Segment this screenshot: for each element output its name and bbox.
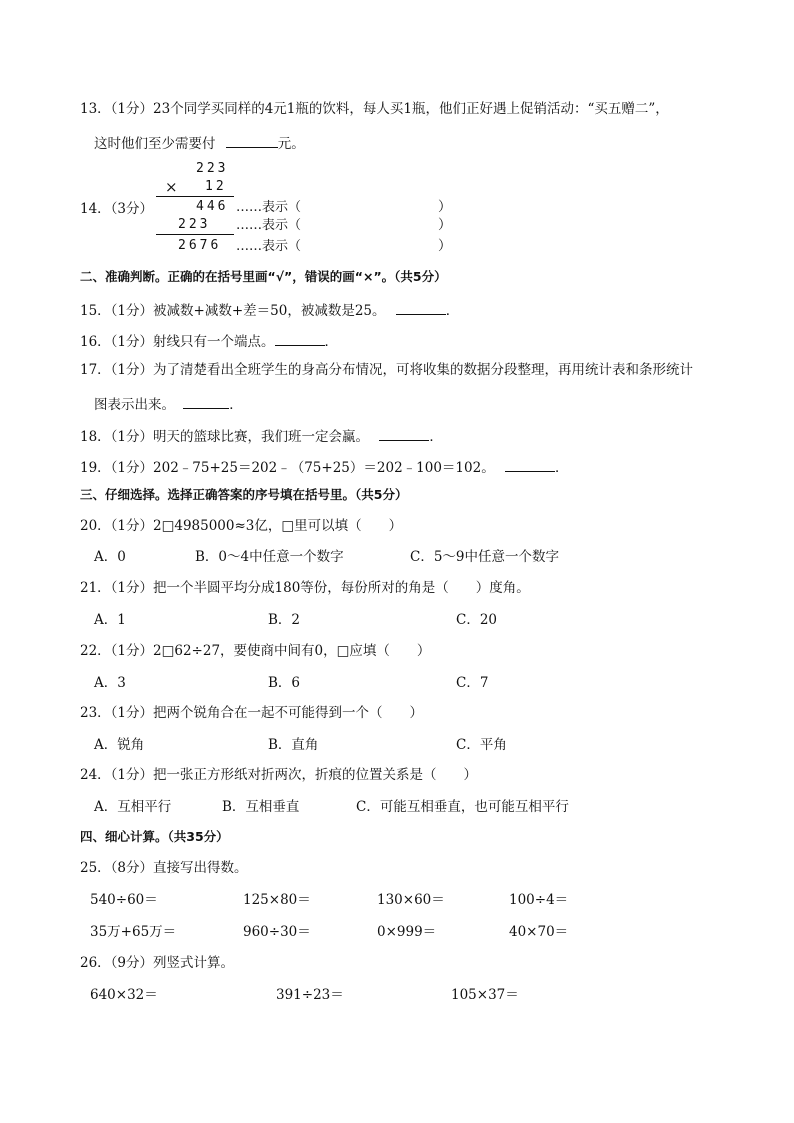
q20-stem: 20．（1分）2□4985000≈3亿，□里可以填（ ） [80,518,403,534]
q14-bracket-2[interactable]: ） [438,217,452,233]
q22-option-a[interactable]: A．3 [94,675,126,691]
q21-option-a[interactable]: A．1 [94,612,126,628]
q20-option-a[interactable]: A．0 [94,549,126,565]
q21-option-b[interactable]: B．2 [268,612,301,628]
q15: 15．（1分）被减数+减数+差＝50，被减数是25。 ． [80,303,460,319]
q17-line2: 图表示出来。 ． [94,397,243,413]
q25-item: 130×60＝ [377,892,445,908]
q23-option-b[interactable]: B．直角 [268,737,319,753]
q14-bracket-3[interactable]: ） [438,238,452,254]
q14-partial-1: 446 [196,199,229,214]
q14-note-3: ……表示（ [236,239,302,254]
q23-option-c[interactable]: C．平角 [456,737,507,753]
q22-option-c[interactable]: C．7 [456,675,489,691]
q14-multiplicand: 223 [196,161,229,176]
q14-number: 14．（3分） [80,201,154,217]
q14-multiplier: 12 [205,179,227,194]
q25-item: 40×70＝ [509,924,569,940]
q25-item: 960÷30＝ [243,924,311,940]
q26-item: 640×32＝ [90,987,158,1003]
times-sign: × [165,178,178,196]
q23-stem: 23．（1分）把两个锐角合在一起不可能得到一个（ ） [80,705,424,721]
q18: 18．（1分）明天的篮球比赛，我们班一定会赢。 ． [80,429,443,445]
q21-option-c[interactable]: C．20 [456,612,498,628]
q24-stem: 24．（1分）把一张正方形纸对折两次，折痕的位置关系是（ ） [80,767,478,783]
q18-answer-blank[interactable] [379,428,429,441]
q25-item: 125×80＝ [243,892,311,908]
q25-stem: 25．（8分）直接写出得数。 [80,860,248,876]
q26-stem: 26．（9分）列竖式计算。 [80,955,235,971]
q14-partial-2: 223 [178,217,211,232]
q14-note-2: ……表示（ [236,218,302,233]
q26-item: 105×37＝ [451,987,519,1003]
q26-item: 391÷23＝ [276,987,344,1003]
q19: 19．（1分）202﹣75+25＝202﹣（75+25）＝202﹣100＝102。 ． [80,460,569,476]
q20-option-b[interactable]: B．0～4中任意一个数字 [195,549,344,565]
q22-stem: 22．（1分）2□62÷27，要使商中间有0，□应填（ ） [80,643,431,659]
q14-note-1: ……表示（ [236,200,302,215]
q14-bracket-1[interactable]: ） [438,199,452,215]
q21-stem: 21．（1分）把一个半圆平均分成180等份，每份所对的角是（ ）度角。 [80,580,530,596]
q13-answer-blank[interactable] [226,135,278,148]
q25-item: 35万+65万＝ [90,924,177,940]
q17-line1: 17．（1分）为了清楚看出全班学生的身高分布情况，可将收集的数据分段整理，再用统计表和条形统计 [80,362,694,378]
section-2-title: 二、准确判断。正确的在括号里画“√”，错误的画“×”。（共5分） [80,269,447,284]
q23-option-a[interactable]: A．锐角 [94,737,145,753]
q17-answer-blank[interactable] [183,396,229,409]
q13-text: 23个同学买同样的4元1瓶的饮料，每人买1瓶，他们正好遇上促销活动：“买五赠二”， [153,101,669,117]
q16-answer-blank[interactable] [275,333,325,346]
q24-option-c[interactable]: C．可能互相垂直，也可能互相平行 [356,799,569,815]
section-3-title: 三、仔细选择。选择正确答案的序号填在括号里。（共5分） [80,487,408,502]
q13-line1 [80,103,669,117]
section-4-title: 四、细心计算。（共35分） [80,829,229,844]
q24-option-b[interactable]: B．互相垂直 [222,799,300,815]
q25-item: 0×999＝ [377,924,437,940]
q13-line2: 这时他们至少需要付 元。 [94,136,305,152]
q25-item: 100÷4＝ [509,892,569,908]
q15-answer-blank[interactable] [396,302,446,315]
q14-rule-1 [156,196,234,197]
q19-answer-blank[interactable] [505,459,555,472]
q14-rule-2 [156,234,234,235]
q25-item: 540÷60＝ [90,892,158,908]
q24-option-a[interactable]: A．互相平行 [94,799,172,815]
q14-product: 2676 [178,238,222,253]
q22-option-b[interactable]: B．6 [268,675,301,691]
q13-number: 13．（1分） [80,101,154,117]
q16: 16．（1分）射线只有一个端点。 ． [80,334,339,350]
q20-option-c[interactable]: C．5～9中任意一个数字 [410,549,560,565]
